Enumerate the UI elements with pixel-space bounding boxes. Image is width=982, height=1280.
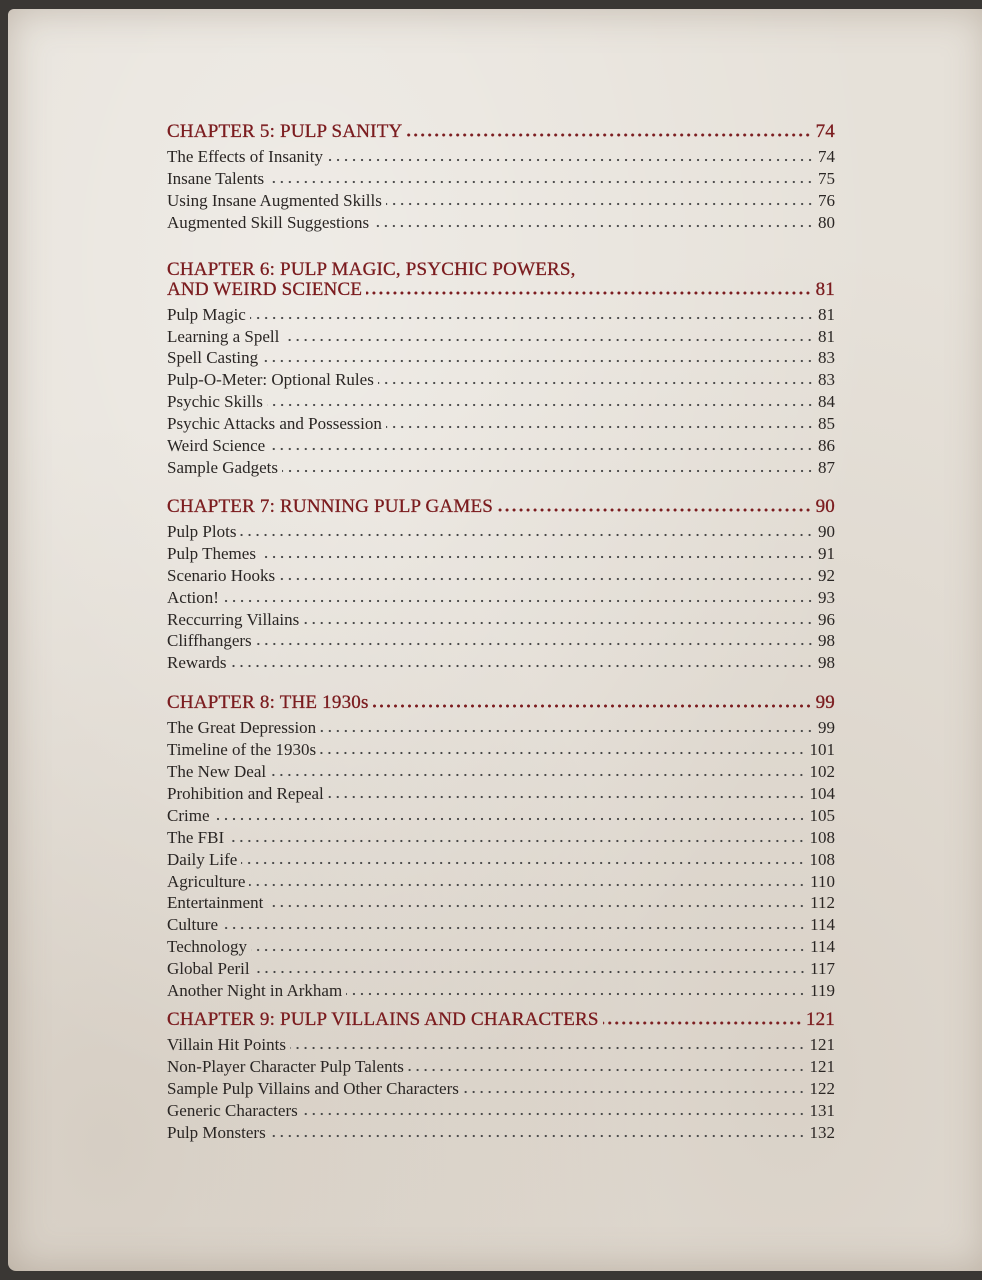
dot-leader [267, 403, 814, 407]
toc-entry[interactable] [167, 347, 835, 369]
toc-entry[interactable] [167, 609, 835, 631]
entry-title: Daily Life [167, 849, 238, 869]
entry-page-number: 108 [809, 849, 835, 869]
toc-entry[interactable] [167, 892, 835, 914]
entry-title: Non-Player Character Pulp Talents [167, 1056, 404, 1076]
toc-entry[interactable] [167, 457, 835, 479]
entry-title: Generic Characters [167, 1100, 298, 1120]
entry-page-number: 110 [810, 871, 835, 891]
dot-leader [222, 926, 806, 930]
toc-entry[interactable] [167, 304, 835, 326]
toc-entry[interactable] [167, 1056, 835, 1078]
dot-leader [320, 751, 805, 755]
entry-title: Psychic Skills [167, 392, 263, 412]
chapter-heading-row [167, 693, 835, 713]
toc-entry[interactable] [167, 827, 835, 849]
entry-page-number: 122 [809, 1078, 835, 1098]
toc-section [167, 122, 835, 234]
entry-page-number: 117 [810, 959, 835, 979]
dot-leader [386, 425, 814, 429]
entry-title: Pulp Monsters [167, 1122, 266, 1142]
toc-entry[interactable] [167, 190, 835, 212]
dot-leader [366, 291, 811, 295]
entry-page-number: 98 [818, 653, 835, 673]
entry-title: Culture [167, 915, 218, 935]
entry-title: Pulp-O-Meter: Optional Rules [167, 370, 374, 390]
entry-page-number: 93 [818, 587, 835, 607]
entry-page-number: 98 [818, 631, 835, 651]
toc-entry[interactable] [167, 565, 835, 587]
entry-title: Using Insane Augmented Skills [167, 190, 382, 210]
dot-leader [240, 533, 814, 537]
entry-title: Weird Science [167, 436, 266, 456]
toc-entry[interactable] [167, 1078, 835, 1100]
entry-page-number: 92 [818, 565, 835, 585]
chapter-heading [167, 1010, 835, 1030]
entry-title: Pulp Plots [167, 521, 237, 541]
toc-entry[interactable] [167, 146, 835, 168]
entry-page-number: 112 [810, 893, 835, 913]
dot-leader [214, 817, 806, 821]
toc-section [167, 260, 835, 479]
dot-leader [241, 861, 805, 865]
entry-title: Pulp Magic [167, 304, 246, 324]
dot-leader [254, 970, 806, 974]
entry-title: The Great Depression [167, 718, 317, 738]
chapter-title-line: CHAPTER 8: THE 1930s [167, 692, 369, 714]
entry-title: Sample Gadgets [167, 457, 278, 477]
toc-entry[interactable] [167, 914, 835, 936]
dot-leader [327, 158, 814, 162]
dot-leader [270, 773, 805, 777]
toc-entry[interactable] [167, 958, 835, 980]
chapter-heading [167, 260, 835, 300]
dot-leader [302, 1112, 806, 1116]
toc-entry[interactable] [167, 413, 835, 435]
entry-title: Prohibition and Repeal [167, 783, 324, 803]
chapter-title-line: CHAPTER 6: PULP MAGIC, PSYCHIC POWERS, [167, 258, 576, 280]
entry-page-number: 81 [818, 326, 835, 346]
entry-page-number: 85 [818, 414, 835, 434]
dot-leader [290, 1046, 806, 1050]
toc-entry[interactable] [167, 326, 835, 348]
entry-page-number: 121 [809, 1056, 835, 1076]
chapter-heading-row [167, 122, 835, 142]
entry-page-number: 83 [818, 348, 835, 368]
dot-leader [408, 1068, 806, 1072]
toc-entry[interactable] [167, 1100, 835, 1122]
chapter-page-number: 90 [815, 495, 835, 517]
entry-page-number: 114 [810, 915, 835, 935]
dot-leader [250, 316, 814, 320]
toc-entry[interactable] [167, 369, 835, 391]
dot-leader [603, 1021, 802, 1025]
book-page [8, 9, 982, 1271]
entry-title: Timeline of the 1930s [167, 740, 317, 760]
entry-page-number: 108 [809, 827, 835, 847]
chapter-page-number: 121 [805, 1009, 835, 1030]
entry-title: Pulp Themes [167, 543, 256, 563]
toc-section [167, 1010, 835, 1144]
chapter-title-line: CHAPTER 7: RUNNING PULP GAMES [167, 495, 494, 517]
dot-leader [228, 839, 805, 843]
entry-title: Learning a Spell [167, 326, 280, 346]
dot-leader [283, 338, 814, 342]
toc-entry[interactable] [167, 849, 835, 871]
entry-page-number: 114 [810, 937, 835, 957]
dot-leader [406, 133, 811, 137]
entry-page-number: 104 [809, 783, 835, 803]
entry-page-number: 99 [818, 718, 835, 738]
toc-entry[interactable] [167, 543, 835, 565]
toc-section [167, 497, 835, 674]
table-of-contents [167, 122, 835, 1144]
entry-title: Crime [167, 805, 210, 825]
chapter-heading-row [167, 280, 835, 300]
entry-page-number: 81 [818, 304, 835, 324]
toc-entry[interactable] [167, 761, 835, 783]
entry-title: Cliffhangers [167, 631, 252, 651]
dot-leader [251, 948, 806, 952]
entry-page-number: 96 [818, 609, 835, 629]
entry-title: The Effects of Insanity [167, 147, 323, 166]
entry-title: Psychic Attacks and Possession [167, 414, 382, 434]
entry-page-number: 84 [818, 392, 835, 412]
dot-leader [268, 180, 814, 184]
dot-leader [249, 883, 806, 887]
entry-title: Another Night in Arkham [167, 981, 343, 1001]
dot-leader [279, 577, 814, 581]
dot-leader [303, 621, 814, 625]
dot-leader [373, 704, 812, 708]
dot-leader [269, 447, 814, 451]
toc-entry[interactable] [167, 1122, 835, 1144]
dot-leader [346, 992, 806, 996]
toc-entry[interactable] [167, 652, 835, 674]
entry-page-number: 102 [809, 762, 835, 782]
dot-leader [497, 508, 812, 512]
entry-title: Technology [167, 937, 248, 957]
toc-entry[interactable] [167, 521, 835, 543]
entry-page-number: 132 [809, 1122, 835, 1142]
dot-leader [260, 555, 814, 559]
dot-leader [223, 599, 814, 603]
entry-title: Villain Hit Points [167, 1035, 286, 1054]
entry-title: Scenario Hooks [167, 565, 276, 585]
entry-title: Augmented Skill Suggestions [167, 212, 370, 232]
entry-page-number: 121 [809, 1035, 835, 1054]
toc-section [167, 693, 835, 1002]
dot-leader [262, 359, 814, 363]
entry-page-number: 87 [818, 457, 835, 477]
dot-leader [386, 202, 814, 206]
entry-page-number: 83 [818, 370, 835, 390]
toc-entry[interactable] [167, 587, 835, 609]
chapter-page-number: 99 [815, 692, 835, 714]
entry-page-number: 101 [809, 740, 835, 760]
chapter-heading [167, 497, 835, 517]
toc-entry[interactable] [167, 936, 835, 958]
chapter-title-line: CHAPTER 5: PULP SANITY [167, 121, 403, 142]
entry-page-number: 119 [810, 981, 835, 1001]
entry-title: Insane Talents [167, 168, 265, 188]
toc-entry[interactable] [167, 739, 835, 761]
chapter-page-number: 74 [815, 121, 835, 142]
dot-leader [282, 469, 814, 473]
entry-title: Global Peril [167, 959, 250, 979]
toc-entry[interactable] [167, 783, 835, 805]
entry-page-number: 80 [818, 212, 835, 232]
entry-title: Entertainment [167, 893, 264, 913]
entry-title: Rewards [167, 653, 227, 673]
entry-page-number: 105 [809, 805, 835, 825]
toc-entry[interactable] [167, 980, 835, 1002]
dot-leader [320, 729, 814, 733]
toc-entry[interactable] [167, 1034, 835, 1056]
dot-leader [256, 642, 814, 646]
chapter-title-line: AND WEIRD SCIENCE [167, 278, 363, 300]
toc-entry[interactable] [167, 871, 835, 893]
dot-leader [373, 224, 814, 228]
dot-leader [267, 904, 806, 908]
toc-entry[interactable] [167, 630, 835, 652]
dot-leader [328, 795, 806, 799]
entry-title: Spell Casting [167, 348, 259, 368]
toc-entry[interactable] [167, 805, 835, 827]
chapter-heading [167, 693, 835, 713]
chapter-heading-row [167, 497, 835, 517]
dot-leader [270, 1134, 806, 1138]
entry-page-number: 75 [818, 168, 835, 188]
toc-entry[interactable] [167, 168, 835, 190]
toc-entry[interactable] [167, 717, 835, 739]
toc-entry[interactable] [167, 435, 835, 457]
dot-leader [378, 381, 814, 385]
entry-page-number: 76 [818, 190, 835, 210]
entry-page-number: 90 [818, 521, 835, 541]
entry-title: Reccurring Villains [167, 609, 300, 629]
entry-title: Action! [167, 587, 219, 607]
entry-title: Agriculture [167, 871, 246, 891]
entry-title: The FBI [167, 827, 225, 847]
toc-entry[interactable] [167, 212, 835, 234]
dot-leader [230, 664, 814, 668]
entry-page-number: 74 [818, 147, 835, 166]
entry-title: The New Deal [167, 762, 267, 782]
chapter-page-number: 81 [815, 278, 835, 300]
chapter-title-line: CHAPTER 9: PULP VILLAINS AND CHARACTERS [167, 1009, 599, 1030]
chapter-heading [167, 122, 835, 142]
toc-entry[interactable] [167, 391, 835, 413]
entry-page-number: 86 [818, 436, 835, 456]
entry-page-number: 131 [809, 1100, 835, 1120]
entry-title: Sample Pulp Villains and Other Characters [167, 1078, 459, 1098]
chapter-heading-row [167, 1010, 835, 1030]
entry-page-number: 91 [818, 543, 835, 563]
dot-leader [463, 1090, 806, 1094]
